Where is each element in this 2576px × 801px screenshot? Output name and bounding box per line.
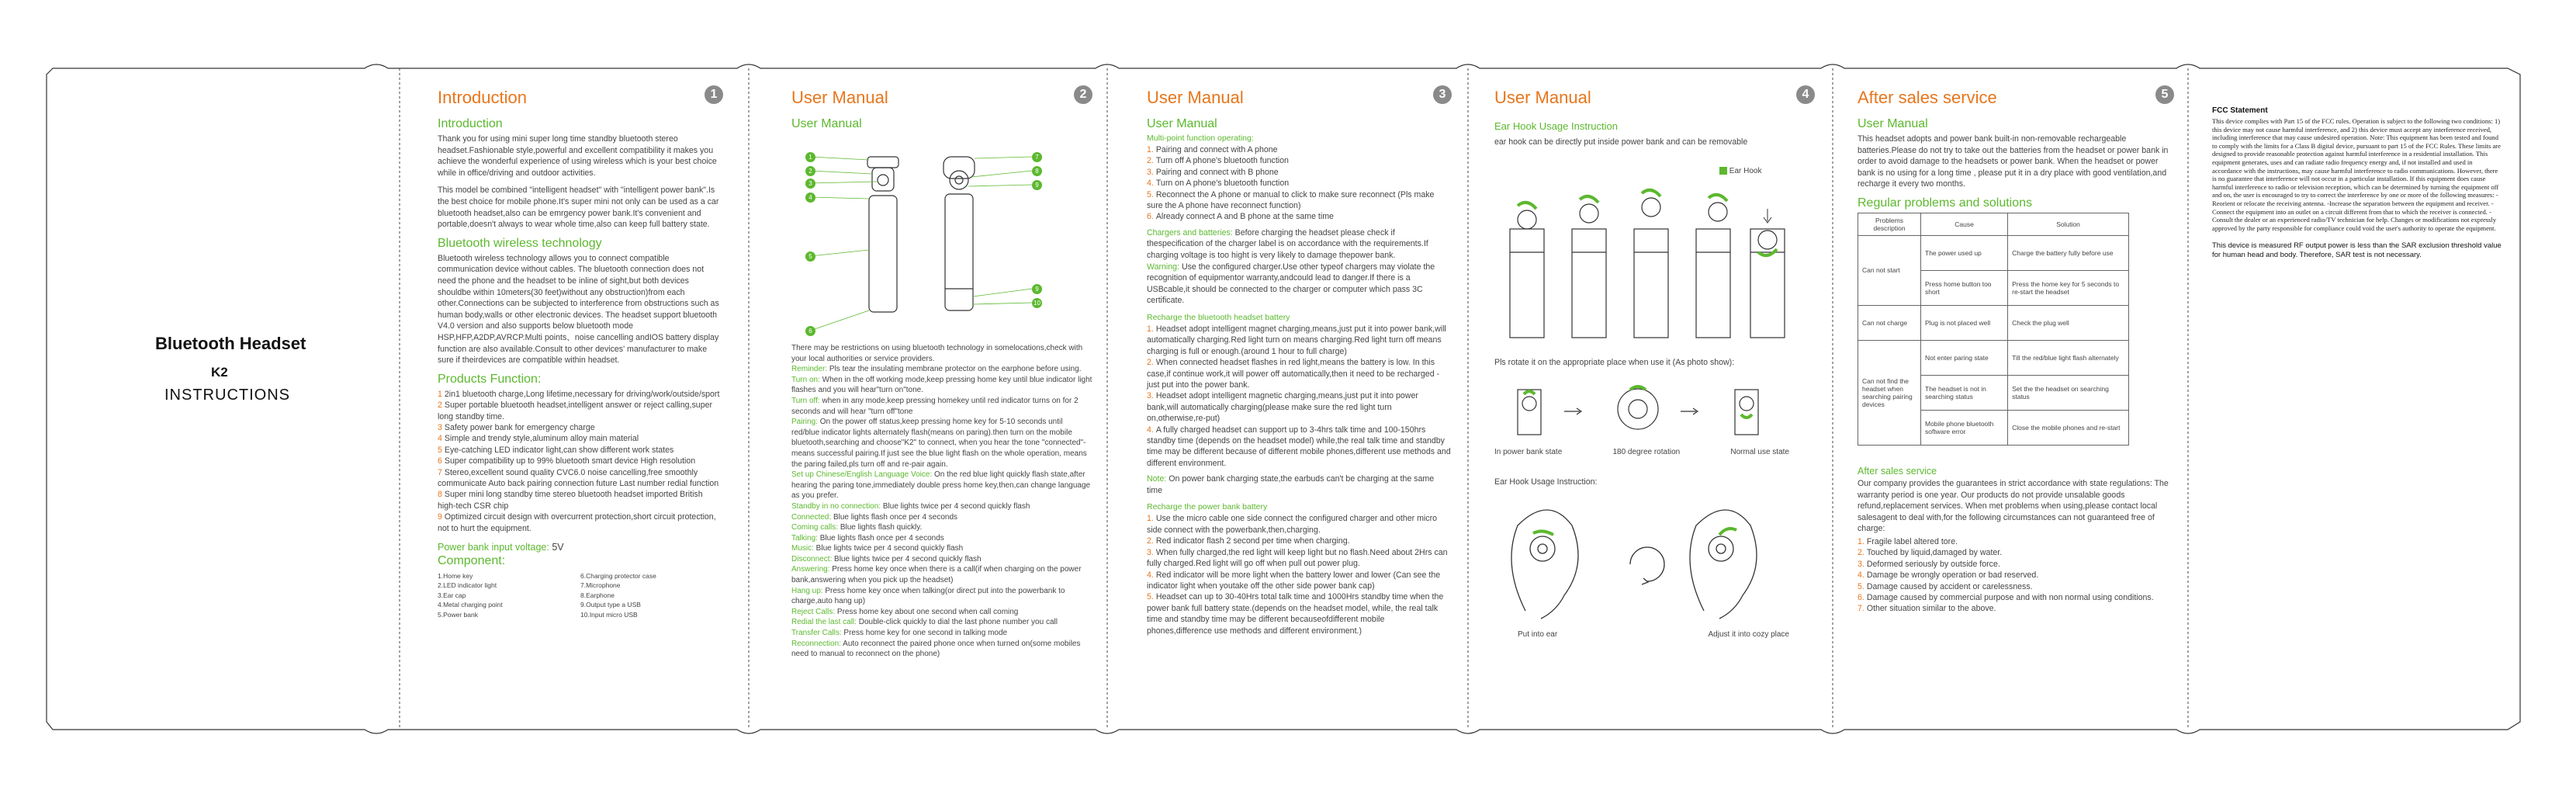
callout-6: 6	[805, 326, 815, 336]
instruction-text: Blue lights flash once per 4 seconds	[819, 533, 944, 543]
instruction-text: Blue lights flash quickly.	[840, 523, 923, 532]
intro-heading: Introduction	[438, 117, 503, 130]
component-item: 7.Microphone	[580, 581, 621, 590]
problems-table	[1858, 213, 2129, 446]
instruction-line	[791, 396, 1092, 417]
item-text: Other situation similar to the above.	[1866, 604, 1996, 614]
instruction-text: Pls tear the insulating membrane protector on the earphone before using.	[829, 365, 1082, 374]
instruction-label: Pairing:	[791, 418, 820, 427]
instruction-line	[791, 417, 1092, 470]
item-text: Headset adopt intelligent magnetic charging,means,just put it into power bank,will automatically charging(please make sure the red light turn on,otherwise,re-put)	[1147, 391, 1418, 424]
cell-solution: Charge the battery fully before use	[2008, 235, 2129, 270]
panel-title: After sales service	[1858, 88, 1997, 107]
product-diagram	[791, 134, 1092, 343]
item-number: 7	[438, 467, 442, 477]
ear-placement-illustration	[1494, 494, 1805, 626]
recharge-powerbank-item	[1147, 536, 1452, 546]
instruction-label: Redial the last call:	[791, 618, 859, 627]
item-number: 3.	[1147, 547, 1154, 557]
instruction-label: Music:	[791, 544, 816, 553]
instruction-line	[791, 375, 1092, 396]
exclusion-item	[1858, 536, 2174, 547]
voltage-label: Power bank input voltage:	[438, 541, 549, 553]
instruction-line	[791, 586, 1092, 607]
panel-title: User Manual	[791, 88, 888, 107]
item-text: Damage caused by accident or carelessness.	[1866, 581, 2033, 591]
exclusion-item	[1858, 603, 2174, 614]
instruction-label: Connected:	[791, 512, 833, 522]
function-item	[438, 456, 723, 466]
multipoint-item	[1147, 144, 1452, 155]
component-item: 1.Home key	[438, 571, 473, 580]
battery-paragraph: This headset adopts and power bank built-in non-removable rechargeable batteries.Please do not try to take out the batteries from the headset or power bank in order to avoid damage to the headsets or power bank. When the headset or power bank is no using for a long time , please put it in a dry place with good ventilation,and recharge it every two months.	[1858, 134, 2169, 189]
instruction-line	[791, 533, 1092, 544]
item-text: Super portable bluetooth headset,intelligent answer or reject calling,super long standby time.	[438, 400, 713, 421]
instruction-label: Reminder:	[791, 365, 829, 374]
item-number: 1.	[1147, 324, 1154, 334]
instruction-text: Press home key for one second in talking mode	[843, 629, 1008, 638]
exclusion-item	[1858, 592, 2174, 603]
wireless-paragraph: Bluetooth wireless technology allows you to connect compatible communication device without cables. The bluetooth connection does not need the phone and the headset to be inline of sight,but both devices shouldbe within 10meters(30 feet)without any obstruction)from each other.Connections can be subjected to interference from obstructions such as human body,walls or other electronic devices. The headset support bluetooth V4.0 version and also supports below bluetooth mode HSP,HFP,A2DP,AVRCP.Multi points、noise cancelling andIOS battery display function are also available.Consult to other devices' manufacturer to make sure if theirdevices are compatible within headset.	[438, 253, 719, 366]
table-row	[1858, 340, 2129, 375]
cover-subtitle: INSTRUCTIONS	[164, 387, 290, 404]
cover-model: K2	[211, 365, 228, 380]
wireless-heading: Bluetooth wireless technology	[438, 236, 602, 250]
item-text: When fully charged,the red light will keep light but no flash.Need about 2Hrs can fully charged.Red light will go off when pull out power plug.	[1147, 547, 1448, 569]
instruction-line	[791, 364, 1092, 375]
item-text: When connected headset flashes in red light,means the battery is low. In this case,if continue work,it will power off automatically,then it need to be recharged - just put into the power bank.	[1147, 358, 1440, 390]
instruction-text: Auto reconnect the paired phone once when turned on(some mobiles need to manual to reconnect on the phone)	[791, 639, 1081, 659]
item-number: 8	[438, 490, 442, 500]
operation-instructions	[791, 343, 1092, 660]
item-text: Touched by liquid,damaged by water.	[1866, 548, 2003, 558]
item-text: Deformed seriously by outside force.	[1866, 559, 2000, 569]
instruction-line	[791, 543, 1092, 554]
item-number: 4.	[1147, 179, 1154, 189]
item-text: Simple and trendy style,aluminum alloy main material	[444, 434, 639, 444]
item-number: 2.	[1858, 548, 1864, 558]
col-header-problem: Problems description	[1858, 213, 1921, 235]
component-item: 5.Power bank	[438, 610, 478, 619]
item-number: 5.	[1858, 581, 1864, 591]
item-number: 5	[438, 445, 442, 455]
instruction-label: Turn on:	[791, 375, 822, 384]
exclusion-item	[1858, 570, 2174, 581]
item-text: Headset can up to 30-40Hrs total talk time and 1000Hrs standby time when the power bank full battery state.(depends on the headset model, while, the real talk time and standby time may be different becauseofdifferent mobile phones,difference use methods and different environment.)	[1147, 592, 1444, 636]
problems-heading: Regular problems and solutions	[1858, 196, 2033, 210]
item-text: Fragile label altered tore.	[1866, 536, 1958, 546]
ear-hook-steps-illustration	[1494, 175, 1805, 345]
cell-problem: Can not find the headset when searching pairing devices	[1858, 340, 1921, 445]
headset-powerbank-illustration	[791, 134, 1092, 343]
component-list	[438, 571, 723, 620]
cell-cause: Press home button too short	[1921, 270, 2008, 305]
item-text: Red indicator will be more light when the battery lower and lower (Can see the indicator light when youtake off the other side power bank cap)	[1147, 570, 1441, 591]
function-item	[438, 400, 723, 422]
multipoint-list	[1147, 144, 1452, 223]
item-text: Reconnect the A phone or manual to click to make sure reconnect (Pls make sure the A phone have reconnect function)	[1147, 189, 1435, 211]
item-text: Safety power bank for emergency charge	[444, 422, 595, 432]
function-item	[438, 445, 723, 456]
panel-user-manual-1	[779, 81, 1105, 695]
recharge-powerbank-item	[1147, 513, 1452, 536]
item-text: Optimized circuit design with overcurrent protection,short circuit protection, not to hurt the equipment.	[438, 512, 716, 533]
instruction-text: When in the off working mode,keep pressing home key until blue indicator light flashes and you will hear"turn on"tone.	[791, 375, 1092, 395]
cell-solution: Close the mobile phones and re-start	[2008, 410, 2129, 445]
caption-put-into-ear: Put into ear	[1518, 629, 1558, 639]
item-number: 9	[438, 512, 442, 522]
item-text: Already connect A and B phone at the same time	[1155, 212, 1334, 222]
item-number: 1	[438, 389, 442, 399]
multipoint-item	[1147, 189, 1452, 212]
recharge-headset-item	[1147, 425, 1452, 470]
item-text: Turn on A phone's bluetooth function	[1155, 179, 1290, 189]
callout-10: 10	[1032, 298, 1042, 308]
instruction-line	[791, 639, 1092, 660]
intro-paragraph-2: This model be combined "intelligent headset" with "intelligent power bank".Is the best choice for mobile phone.It's super mini not only can be used as a car bluetooth headset,also can be emrgency power bank.It's convenient and portable,doesn't always to wear whole time,also can keep full battery state.	[438, 186, 719, 230]
item-number: 4	[438, 434, 442, 444]
component-item: 9.Output type a USB	[580, 601, 641, 609]
instruction-label: Reject Calls:	[791, 607, 837, 616]
item-text: 2in1 bluetooth charge,Long lifetime,necessary for driving/work/outside/sport	[444, 389, 720, 399]
item-number: 7.	[1858, 604, 1864, 614]
instruction-label: Hang up:	[791, 586, 826, 595]
callout-7: 7	[1032, 152, 1042, 162]
item-number: 4.	[1147, 425, 1154, 435]
instruction-line	[791, 343, 1092, 364]
item-text: Pairing and connect with B phone	[1155, 167, 1279, 177]
cell-solution: Check the plug well	[2008, 305, 2129, 340]
exclusion-item	[1858, 559, 2174, 570]
warning-label: Warning:	[1147, 262, 1182, 272]
item-number: 6.	[1147, 212, 1154, 222]
item-number: 4.	[1147, 570, 1154, 580]
cell-solution: Set the the headset on searching status	[2008, 375, 2129, 410]
legend-swatch	[1719, 167, 1727, 175]
note-paragraph	[1147, 473, 1452, 496]
item-number: 6	[438, 456, 442, 466]
callout-9b: 9	[1032, 284, 1042, 294]
panel-fcc	[2200, 81, 2514, 695]
instruction-label: Standby in no connection:	[791, 501, 883, 511]
instruction-text: Press home key once when talking(or direct put into the powerbank to charge,auto hang up)	[791, 586, 1065, 606]
chargers-text: Before charging the headset please check if thespecification of the charger label is on accordance with the requirements.If charging voltage is too hight is very likely to damage thepower bank.	[1147, 227, 1428, 261]
function-item	[438, 467, 723, 490]
item-number: 2	[438, 400, 442, 411]
placement-captions	[1494, 630, 1789, 639]
recharge-headset-heading: Recharge the bluetooth headset battery	[1147, 313, 1290, 322]
item-text: Stereo,excellent sound quality CVC6.0 noise cancelling,free smoothly communicate Auto back pairing connection future Last number redial function	[438, 467, 719, 488]
component-item: 2.LED indicator light	[438, 581, 497, 590]
instruction-line	[791, 617, 1092, 628]
ear-hook-heading: Ear Hook Usage Instruction	[1494, 120, 1618, 132]
col-header-solution: Solution	[2008, 213, 2129, 235]
legend-label: Ear Hook	[1729, 167, 1762, 175]
cell-solution: Press the home key for 5 seconds to re-start the headset	[2008, 270, 2129, 305]
note-label: Note:	[1147, 474, 1169, 484]
item-number: 1.	[1858, 536, 1864, 546]
multipoint-heading: Multi-point function operating:	[1147, 134, 1254, 143]
instruction-text: Blue lights flash once per 4 seconds	[833, 512, 958, 522]
panel-after-sales	[1845, 81, 2186, 695]
ear-hook-usage-label: Ear Hook Usage Instruction:	[1494, 477, 1598, 487]
ear-hook-legend	[1719, 167, 1761, 175]
callout-9: 9	[1032, 180, 1042, 190]
recharge-powerbank-item	[1147, 570, 1452, 592]
item-number: 2.	[1147, 358, 1154, 368]
fcc-content	[2212, 106, 2502, 259]
item-number: 3.	[1147, 167, 1154, 177]
cell-problem: Can not charge	[1858, 305, 1921, 340]
callout-4: 4	[805, 192, 815, 203]
instruction-label: Transfer Calls:	[791, 629, 844, 638]
item-number: 1.	[1147, 145, 1154, 154]
cell-cause: Plug is not placed well	[1921, 305, 2008, 340]
recharge-headset-item	[1147, 324, 1452, 357]
item-number: 5.	[1147, 592, 1154, 602]
warning-paragraph	[1147, 262, 1452, 307]
instruction-text: Blue lights twice per 4 second quickly flash	[815, 544, 964, 553]
callout-3: 3	[805, 179, 815, 189]
instruction-line	[791, 512, 1092, 523]
instruction-label: Turn off:	[791, 396, 822, 405]
instruction-text: Blue lights twice per 4 second quickly flash	[882, 501, 1030, 511]
instruction-text: Press home key about one second when call coming	[836, 607, 1019, 616]
callout-1: 1	[805, 152, 815, 162]
page-number: 5	[2155, 85, 2174, 104]
function-item	[438, 389, 723, 400]
panel-title: Introduction	[438, 88, 527, 107]
item-text: Use the micro cable one side connect the configured charger and other micro side connect with the powerbank,then,charging.	[1147, 514, 1437, 535]
cell-solution: Till the red/blue light flash alternately	[2008, 340, 2129, 375]
instruction-label: Set up Chinese/English Language Voice:	[791, 470, 935, 480]
functions-list	[438, 389, 723, 534]
instruction-line	[791, 554, 1092, 565]
instruction-text: On the power off status,keep pressing home key for 5-10 seconds until red/blue indicator lights alternately flash(means on paring).then turn on the mobile bluetooth,searching and choose"K2" to connect, when you hear the tone "connected"-means successful pairing.If just see the blue light flash on the whole operation, means the paring failed,pls turn off and re-pair again.	[791, 418, 1087, 469]
panel-title: User Manual	[1494, 88, 1591, 107]
instruction-text: On the red blue light quickly flash state,after hearing the paring tone,immediately double press home key,then,can change language as you prefer.	[791, 470, 1091, 501]
page-number: 1	[705, 85, 723, 104]
caption-rotation: 180 degree rotation	[1612, 448, 1681, 457]
function-item	[438, 511, 723, 534]
sar-statement: This device is measured RF output power is less than the SAR exclusion threshold value for human head and body. Therefore, SAR test is not necessary.	[2212, 241, 2502, 259]
recharge-headset-item	[1147, 357, 1452, 390]
rotate-text: Pls rotate it on the appropriate place when use it (As photo show):	[1494, 357, 1735, 367]
recharge-powerbank-item	[1147, 547, 1452, 570]
panel-title: User Manual	[1147, 88, 1244, 107]
recharge-powerbank-heading: Recharge the power bank battery	[1147, 502, 1268, 512]
instruction-line	[791, 607, 1092, 618]
item-number: 2.	[1147, 536, 1154, 546]
section-heading: User Manual	[1147, 117, 1217, 130]
callout-8: 8	[1032, 166, 1042, 176]
recharge-powerbank-list	[1147, 513, 1452, 636]
instruction-line	[791, 522, 1092, 533]
rotation-captions	[1494, 448, 1789, 456]
recharge-headset-item	[1147, 390, 1452, 424]
instruction-label: Coming calls:	[791, 523, 840, 532]
page-number: 2	[1074, 85, 1092, 104]
panel-user-manual-3	[1482, 81, 1827, 695]
chargers-label: Chargers and batteries:	[1147, 227, 1235, 238]
page-number: 3	[1433, 85, 1452, 104]
item-text: Eye-catching LED indicator light,can show different work states	[444, 445, 674, 455]
function-item	[438, 422, 723, 433]
item-number: 6.	[1858, 592, 1864, 602]
item-number: 1.	[1147, 514, 1154, 524]
item-text: Headset adopt intelligent magnet charging,means,just put it into power bank,will automatically charging.Red light turn on means charging.Red light turn off means charging is full or enough.(around 1 hour to full charge)	[1147, 324, 1446, 356]
table-row	[1858, 305, 2129, 340]
item-text: Damage caused by commercial purpose and with non normal using conditions.	[1866, 592, 2154, 602]
instruction-line	[791, 564, 1092, 585]
power-bank-voltage	[438, 542, 723, 553]
instruction-text: Press home key once when there is a call(if when charging on the power bank,answering when you pick up the headset)	[791, 565, 1082, 585]
cell-cause: Mobile phone bluetooth software error	[1921, 410, 2008, 445]
callout-5: 5	[805, 251, 815, 262]
item-text: Super mini long standby time stereo bluetooth headset imported British high-tech CSR chip	[438, 490, 703, 511]
instruction-text: There may be restrictions on using bluetooth technology in somelocations,check with your local authorities or service providers.	[791, 344, 1083, 363]
voltage-value: 5V	[549, 541, 564, 553]
item-number: 3	[438, 422, 442, 432]
item-number: 3.	[1147, 391, 1154, 401]
callout-2: 2	[805, 166, 815, 176]
col-header-cause: Cause	[1921, 213, 2008, 235]
rotation-illustration	[1494, 374, 1805, 444]
item-number: 4.	[1858, 570, 1864, 581]
ear-hook-text: ear hook can be directly put inside power bank and can be removable	[1494, 137, 1748, 147]
recharge-headset-list	[1147, 324, 1452, 469]
cell-cause: Not enter paring state	[1921, 340, 2008, 375]
caption-normal-use: Normal use state	[1730, 448, 1789, 457]
cell-cause: The power used up	[1921, 235, 2008, 270]
function-item	[438, 489, 723, 511]
component-item: 10.Input micro USB	[580, 610, 638, 619]
panel-introduction	[425, 81, 736, 695]
instruction-line	[791, 470, 1092, 501]
cell-problem: Can not start	[1858, 235, 1921, 305]
component-item: 6.Charging protector case	[580, 571, 656, 580]
exclusion-item	[1858, 547, 2174, 558]
table-row	[1858, 235, 2129, 270]
multipoint-item	[1147, 155, 1452, 166]
item-number: 2.	[1147, 156, 1154, 166]
item-text: Damage be wrongly operation or bad reserved.	[1866, 570, 2039, 581]
item-text: Pairing and connect with A phone	[1155, 145, 1278, 154]
item-text: Turn off A phone's bluetooth function	[1155, 156, 1289, 166]
table-header-row	[1858, 213, 2129, 235]
instruction-text: Double-click quickly to dial the last phone number you call	[858, 618, 1058, 627]
after-sales-heading: After sales service	[1858, 465, 1937, 477]
item-text: Super compatibility up to 99% bluetooth smart device High resolution	[444, 456, 696, 466]
note-text: On power bank charging state,the earbuds can't be charging at the same time	[1147, 474, 1435, 495]
chargers-paragraph	[1147, 227, 1452, 262]
panel-user-manual-2	[1134, 81, 1464, 695]
instruction-line	[791, 628, 1092, 639]
section-heading: User Manual	[1858, 117, 1928, 130]
instruction-label: Disconnect:	[791, 554, 835, 563]
instruction-text: Blue lights twice per 4 second quickly flash	[834, 554, 982, 563]
caption-adjust: Adjust it into cozy place	[1708, 629, 1789, 639]
instruction-label: Talking:	[791, 533, 820, 543]
instruction-line	[791, 501, 1092, 512]
component-heading: Component:	[438, 553, 506, 567]
item-text: A fully charged headset can support up to 3-4hrs talk time and 100-150hrs standby time (depends on the headset model) while,the real talk time and standby time may be different because of different mobile phones,different use methods and different environment.	[1147, 425, 1451, 468]
multipoint-item	[1147, 167, 1452, 178]
exclusions-list	[1858, 536, 2174, 615]
component-item: 8.Earphone	[580, 591, 615, 599]
instruction-label: Answering:	[791, 565, 833, 574]
multipoint-item	[1147, 211, 1452, 222]
item-number: 3.	[1858, 559, 1864, 569]
instruction-label: Reconnection:	[791, 639, 843, 648]
recharge-powerbank-item	[1147, 591, 1452, 636]
section-heading: User Manual	[791, 117, 862, 130]
multipoint-item	[1147, 178, 1452, 189]
cover-title: Bluetooth Headset	[155, 334, 306, 353]
page-number: 4	[1796, 85, 1815, 104]
item-number: 5.	[1147, 189, 1154, 199]
fcc-body: This device complies with Part 15 of the FCC rules. Operation is subject to the following two conditions: 1) this device may not cause harmful interference, and 2) this device must accept any interference received, including interference that may cause undesired operation. Note: This equipment has been tested and found to comply with the limits for a Class B digital device, pursuant to part 15 of the FCC Rules. These limits are designed to provide reasonable protection against harmful interference in a residential installation. This equipment generates, uses and can radiate radio frequency energy and, if not installed and used in accordance with the instructions, may cause harmful interference to radio communications. However, there is no guarantee that interference will not occur in a particular installation. If this equipment does cause harmful interference to radio or television reception, which can be determined by turning the equipment off and on, the user is encouraged to try to correct the interference by one or more of the following measures: -Reorient or relocate the receiving antenna. -Increase the separation between the equipment and receiver. -Connect the equipment into an outlet on a circuit different from that to which the receiver is connected. -Consult the dealer or an experienced radio/TV technician for help. Changes or modifications not expressly approved by the party responsible for compliance could void the user's authority to operate the equipment.	[2212, 117, 2501, 232]
fcc-title: FCC Statement	[2212, 106, 2268, 115]
item-text: Red indicator flash 2 second per time when charging.	[1155, 536, 1350, 546]
component-item: 3.Ear cap	[438, 591, 466, 599]
functions-heading: Products Function:	[438, 372, 542, 386]
cell-cause: The headset is not in searching status	[1921, 375, 2008, 410]
component-item: 4.Metal charging point	[438, 601, 503, 609]
function-item	[438, 433, 723, 444]
exclusion-item	[1858, 581, 2174, 592]
instruction-text: when in any mode,keep pressing homekey until red indicator turns on for 2 seconds and will hear "turn off"tone	[791, 396, 1079, 416]
intro-paragraph: Thank you for using mini super long time standby bluetooth stereo headset.Fashionable style,powerful and excellent compatibility it makes you achieve the wonderful experience of using wireless which is your best choice while in office/driving and outdoor activities.	[438, 134, 717, 178]
warning-text: Use the configured charger.Use other typeof chargers may violate the recognition of equipmentor warranty,andcould lead to danger.If there is a USBcable,it should be connected to the charger or computer which pass 3C certificate.	[1147, 262, 1435, 306]
after-sales-paragraph: Our company provides the guarantees in strict accordance with state regulations: The warranty period is one year. Our products do not provide unsalable goods refund,replacement services. When met problems when using,please contact local salesagent to deal with,for the following circumstances can not guaranteed free of charge:	[1858, 478, 2169, 534]
caption-in-power-bank: In power bank state	[1494, 448, 1563, 457]
